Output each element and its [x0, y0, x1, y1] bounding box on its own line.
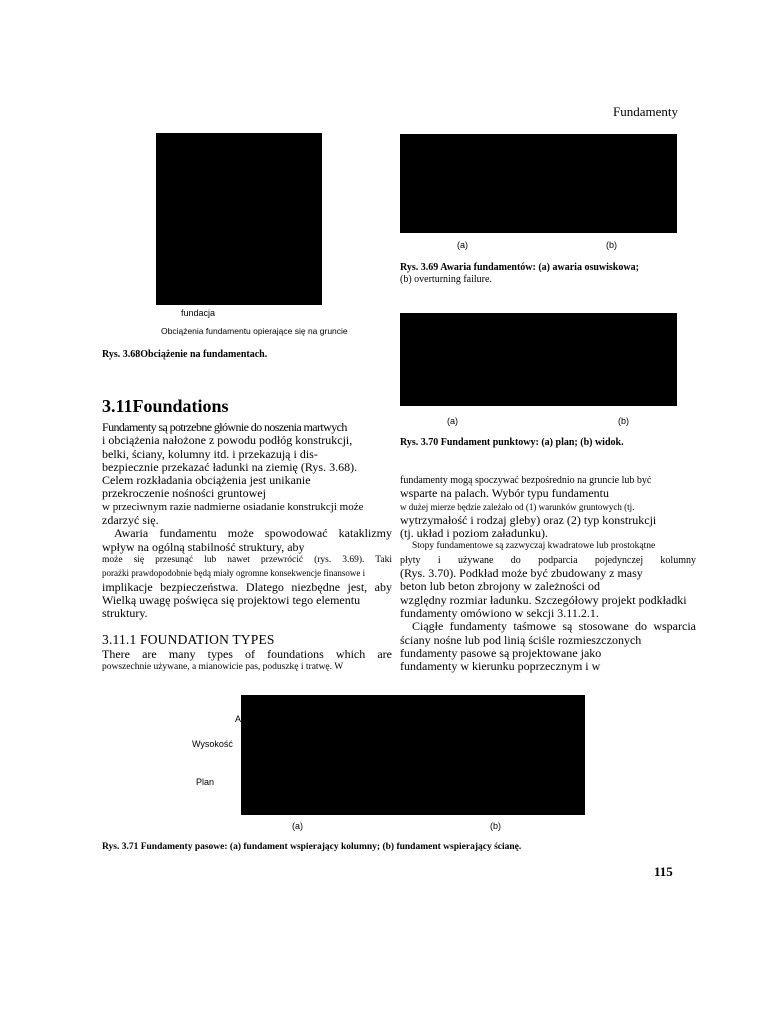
left-line-12: porażki prawdopodobnie będą miały ogromne konsekwencje finansowe i	[102, 568, 366, 579]
figure-3-70-sub-a: (a)	[447, 416, 458, 426]
right-line-9: beton lub beton zbrojony w zależności od	[400, 580, 600, 594]
right-line-8: (Rys. 3.70). Podkład może być zbudowany z masy	[400, 567, 643, 581]
right-column-text	[400, 474, 696, 673]
right-line-7: płyty i używane do podparcia pojedynczej kolumny	[400, 554, 696, 566]
running-header: Fundamenty	[613, 104, 678, 119]
figure-3-69-image	[400, 134, 677, 233]
right-line-10: względny rozmiar ładunku. Szczegółowy projekt podkładki	[400, 593, 687, 607]
right-line-14: fundamenty pasowe są projektowane jako	[400, 646, 602, 660]
right-line-6: Stopy fundamentowe są zazwyczaj kwadratowe lub prostokątne	[412, 541, 656, 552]
right-line-12: Ciągłe fundamenty taśmowe są stosowane do wsparcia	[412, 620, 696, 634]
figure-3-68-label-load	[161, 326, 348, 336]
right-line-4: wytrzymałość i rodzaj gleby) oraz (2) typ konstrukcji	[400, 513, 657, 527]
left-line-1: Fundamenty są potrzebne głównie do noszenia martwych	[102, 421, 347, 434]
figure-3-68-caption-text: Obciążenie na fundamentach.	[140, 349, 268, 360]
right-line-13: ściany nośne lub pod linią ściśle rozmieszczonych	[400, 633, 642, 647]
right-line-2: wsparte na palach. Wybór typu fundamentu	[400, 487, 609, 501]
right-line-1: fundamenty mogą spoczywać bezpośrednio na gruncie lub być	[400, 475, 652, 486]
figure-3-70-sub-b: (b)	[618, 416, 629, 426]
right-line-15: fundamenty w kierunku poprzecznym i w	[400, 660, 601, 674]
left-column-text	[102, 421, 392, 620]
sub-line-1: There are many types of foundations which are	[102, 648, 392, 661]
figure-3-71-label-plan: Plan	[196, 777, 215, 787]
left-line-4: bezpiecznie przekazać ładunki na ziemię (Rys. 3.68).	[102, 460, 358, 474]
left-line-13: implikacje bezpieczeństwa. Dlatego niezbędne jest, aby	[102, 580, 392, 594]
section-title: 3.11Foundations	[102, 396, 229, 416]
left-line-15: struktury.	[102, 607, 148, 621]
subsection-title: 3.11.1 FOUNDATION TYPES	[102, 632, 275, 647]
left-line-11: może się przesunąć lub nawet przewrócić (rys. 3.69). Taki	[102, 554, 392, 565]
left-line-5: Celem rozkładania obciążenia jest unikanie	[102, 474, 311, 488]
left-line-3: belki, ściany, kolumny itd. i przekazują i dis-	[102, 447, 318, 461]
figure-3-71-sub-b: (b)	[490, 821, 501, 831]
figure-3-69-sub-a: (a)	[457, 240, 468, 250]
figure-3-70-image	[400, 313, 677, 406]
figure-3-68-label-load-text: Obciążenia fundamentu opierające się na grunci	[161, 326, 343, 336]
figure-3-71-label-a-cut: A	[235, 714, 242, 724]
figure-3-69-caption-line1: Rys. 3.69 Awaria fundamentów: (a) awaria osuwiskowa;	[400, 262, 639, 273]
figure-3-68-caption	[102, 349, 267, 360]
figure-3-71-sub-a: (a)	[292, 821, 303, 831]
left-line-9: Awaria fundamentu może spowodować kataklizmy	[114, 527, 392, 541]
left-line-14: Wielką uwagę poświęca się projektowi tego elementu	[102, 593, 361, 607]
left-line-10: wpływ na ogólną stabilność struktury, aby	[102, 540, 305, 554]
figure-3-68-label-fundacja: fundacja	[181, 308, 216, 318]
right-line-5: (tj. układ i poziom załadunku).	[400, 527, 548, 541]
left-line-7: w przeciwnym razie nadmierne osiadanie konstrukcji może	[102, 500, 364, 513]
figure-3-68-caption-number: Rys. 3.68	[102, 349, 141, 360]
right-line-11: fundamenty omówiono w sekcji 3.11.2.1.	[400, 606, 599, 620]
figure-3-68-label-load-end: e	[342, 326, 348, 336]
figure-3-71-caption: Rys. 3.71 Fundamenty pasowe: (a) fundament wspierający kolumny; (b) fundament wspierający ścianę.	[102, 842, 522, 852]
sub-line-2: powszechnie używane, a mianowicie pas, poduszkę i tratwę. W	[102, 662, 344, 673]
left-line-6: przekroczenie nośności gruntowej	[102, 487, 266, 501]
figure-3-69-sub-b: (b)	[606, 240, 617, 250]
figure-3-68-image	[156, 133, 322, 305]
figure-3-71-image	[241, 695, 585, 815]
figure-3-69-caption-line2: (b) overturning failure.	[400, 274, 492, 285]
subsection-text	[102, 648, 392, 675]
figure-3-70-caption: Rys. 3.70 Fundament punktowy: (a) plan; (b) widok.	[400, 437, 624, 448]
right-line-3: w dużej mierze będzie zależało od (1) warunków gruntowych (tj.	[400, 501, 635, 512]
page-number: 115	[654, 864, 673, 879]
figure-3-71-label-height: Wysokość	[192, 739, 233, 749]
left-line-8: zdarzyć się.	[102, 514, 159, 528]
left-line-2: i obciążenia nałożone z powodu podłóg konstrukcji,	[102, 434, 353, 448]
